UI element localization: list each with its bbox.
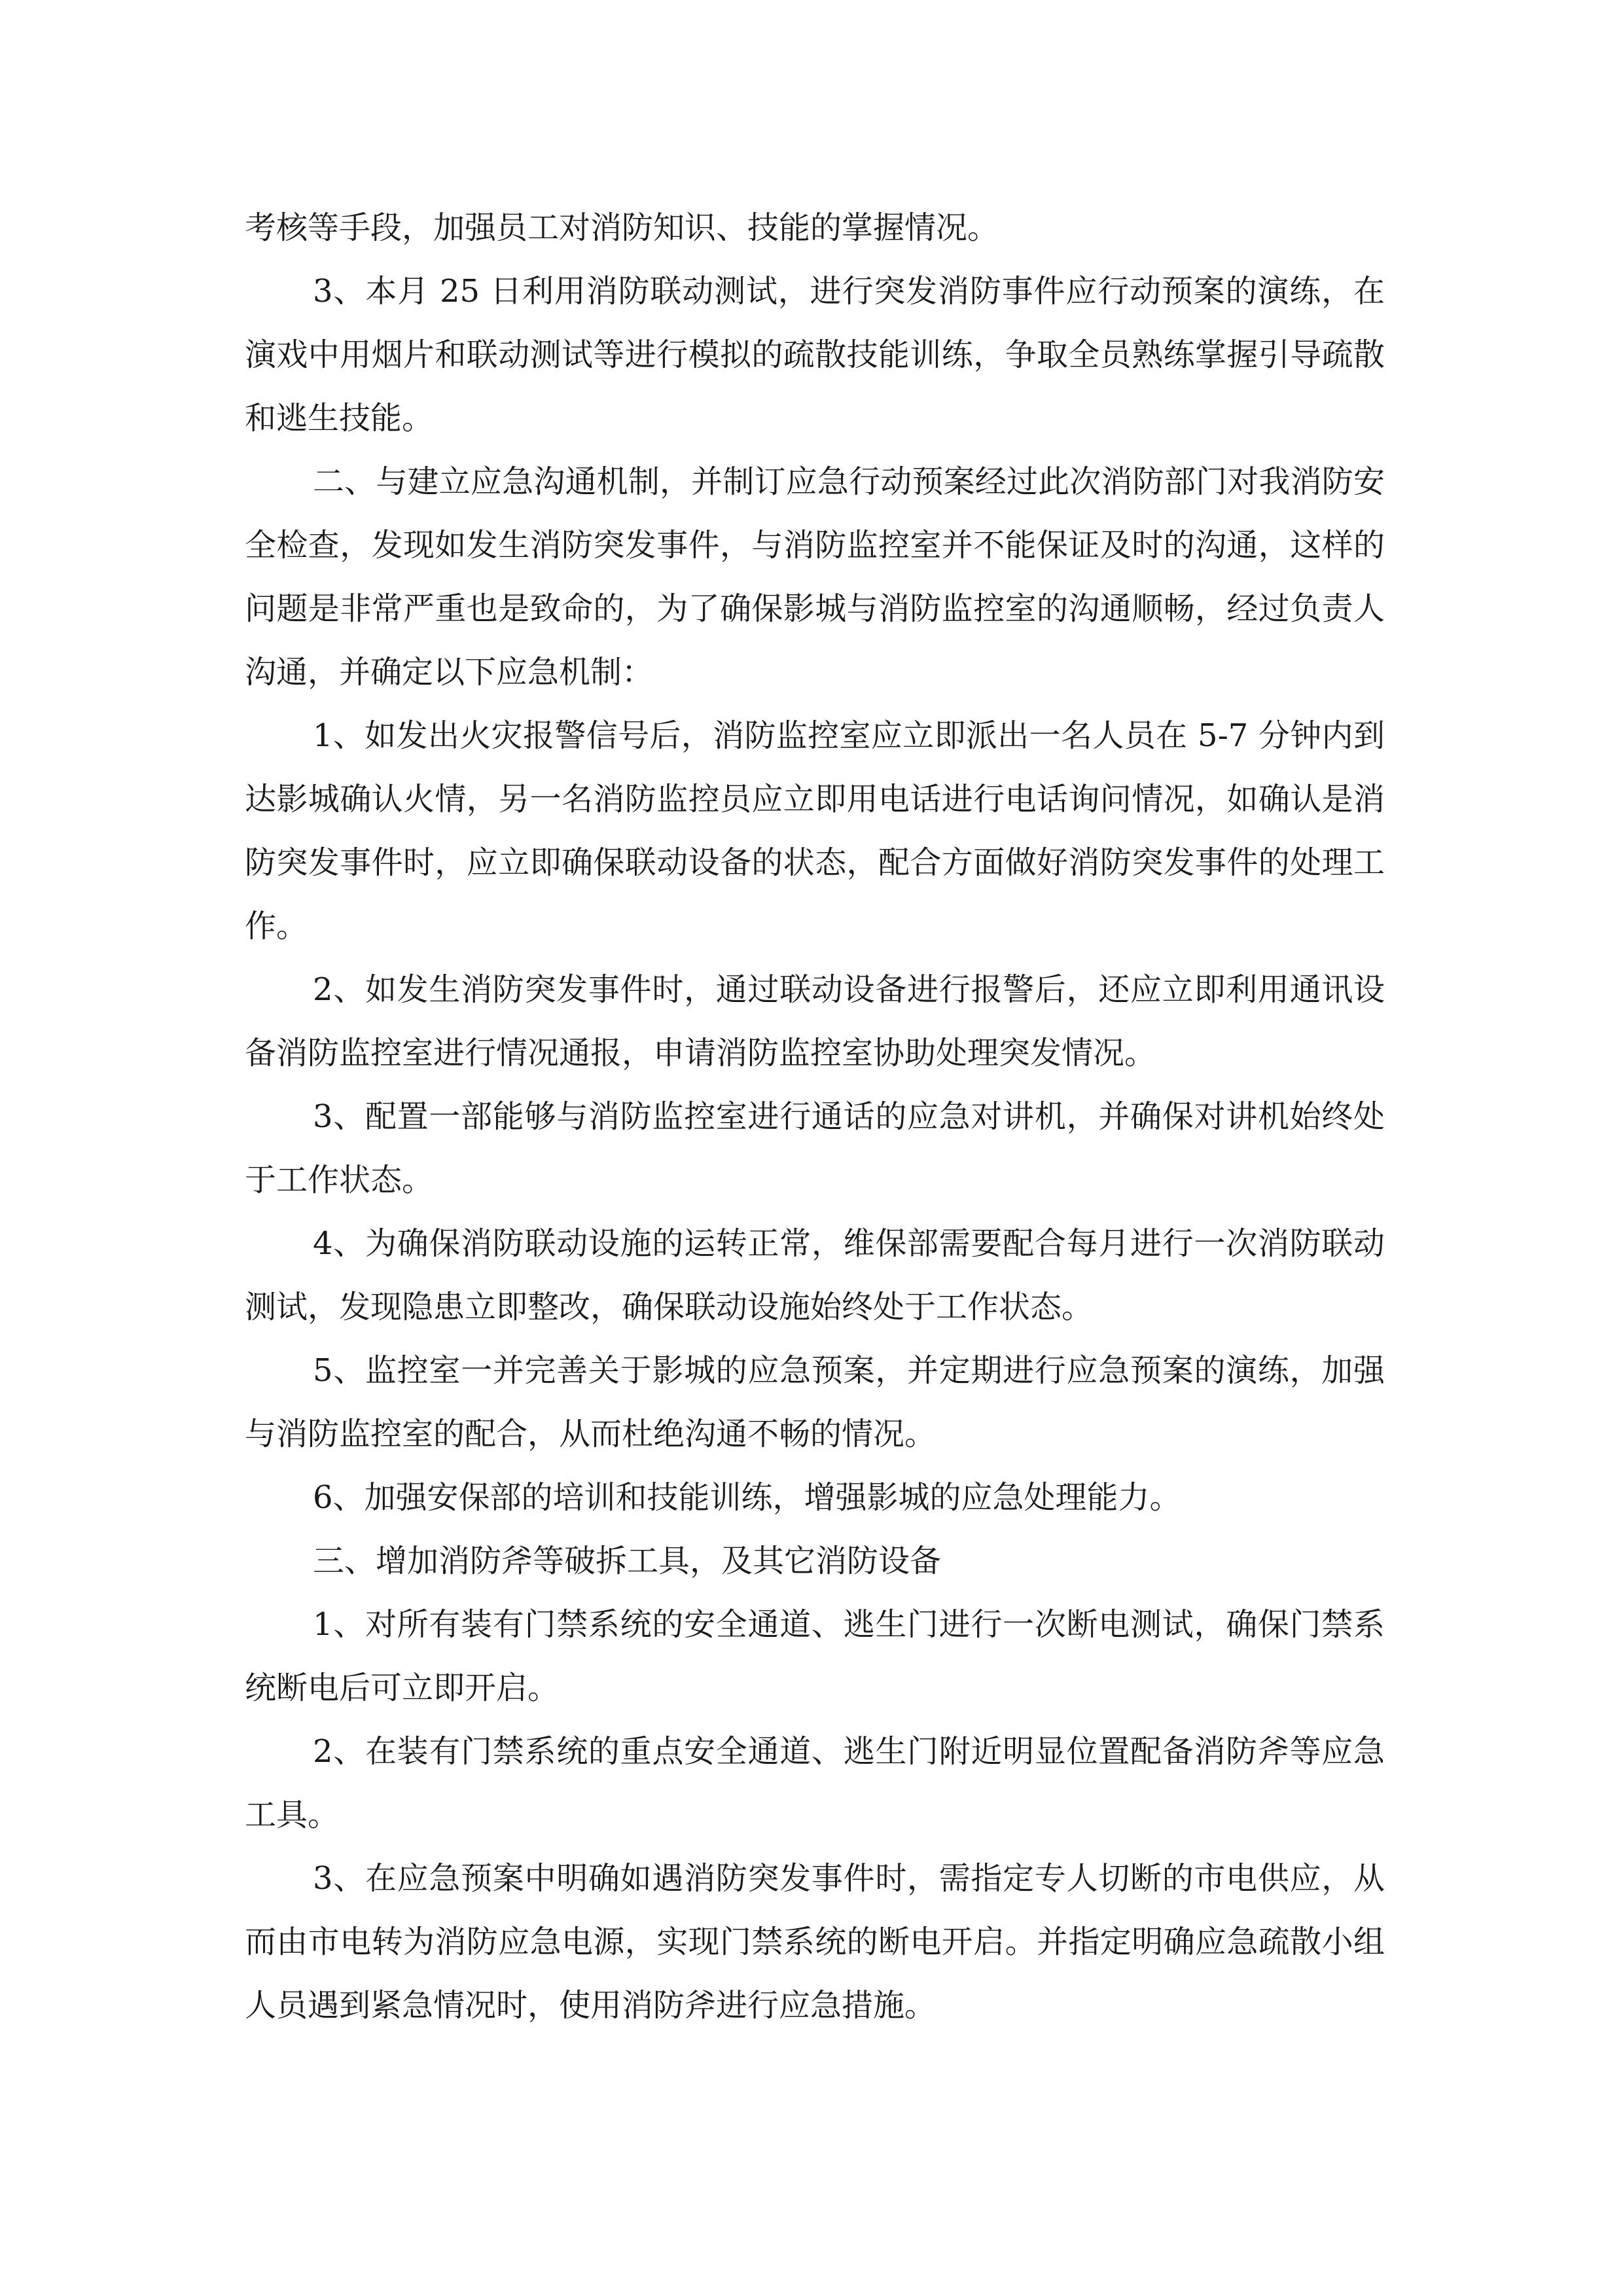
document-body xyxy=(245,196,1385,2037)
paragraph-7: 4、为确保消防联动设施的运转正常，维保部需要配合每月进行一次消防联动测试，发现隐患立即整改，确保联动设施始终处于工作状态。 xyxy=(245,1225,1385,1325)
paragraph-3: 二、与建立应急沟通机制，并制订应急行动预案经过此次消防部门对我消防安全检查，发现如发生消防突发事件，与消防监控室并不能保证及时的沟通，这样的问题是非常严重也是致命的，为了确保影城与消防监控室的沟通顺畅，经过负责人沟通，并确定以下应急机制： xyxy=(245,463,1385,691)
paragraph-4: 1、如发出火灾报警信号后，消防监控室应立即派出一名人员在 5-7 分钟内到达影城确认火情，另一名消防监控员应立即用电话进行电话询问情况，如确认是消防突发事件时，应立即确保联动设备的状态，配合方面做好消防突发事件的处理工作。 xyxy=(245,717,1385,944)
paragraph-11: 1、对所有装有门禁系统的安全通道、逃生门进行一次断电测试，确保门禁系统断电后可立即开启。 xyxy=(245,1606,1385,1706)
paragraph-8: 5、监控室一并完善关于影城的应急预案，并定期进行应急预案的演练，加强与消防监控室的配合，从而杜绝沟通不畅的情况。 xyxy=(245,1352,1385,1452)
paragraph-5: 2、如发生消防突发事件时，通过联动设备进行报警后，还应立即利用通讯设备消防监控室进行情况通报，申请消防监控室协助处理突发情况。 xyxy=(245,971,1385,1071)
paragraph-9: 6、加强安保部的培训和技能训练，增强影城的应急处理能力。 xyxy=(313,1479,1181,1516)
paragraph-10: 三、增加消防斧等破拆工具，及其它消防设备 xyxy=(313,1543,942,1579)
paragraph-6: 3、配置一部能够与消防监控室进行通话的应急对讲机，并确保对讲机始终处于工作状态。 xyxy=(245,1098,1385,1198)
paragraph-2: 3、本月 25 日利用消防联动测试，进行突发消防事件应行动预案的演练，在演戏中用烟片和联动测试等进行模拟的疏散技能训练，争取全员熟练掌握引导疏散和逃生技能。 xyxy=(245,273,1385,437)
paragraph-13: 3、在应急预案中明确如遇消防突发事件时，需指定专人切断的市电供应，从而由市电转为消防应急电源，实现门禁系统的断电开启。并指定明确应急疏散小组人员遇到紧急情况时，使用消防斧进行应急措施。 xyxy=(245,1860,1385,2024)
paragraph-12: 2、在装有门禁系统的重点安全通道、逃生门附近明显位置配备消防斧等应急工具。 xyxy=(245,1733,1385,1833)
paragraph-1: 考核等手段，加强员工对消防知识、技能的掌握情况。 xyxy=(245,209,999,246)
